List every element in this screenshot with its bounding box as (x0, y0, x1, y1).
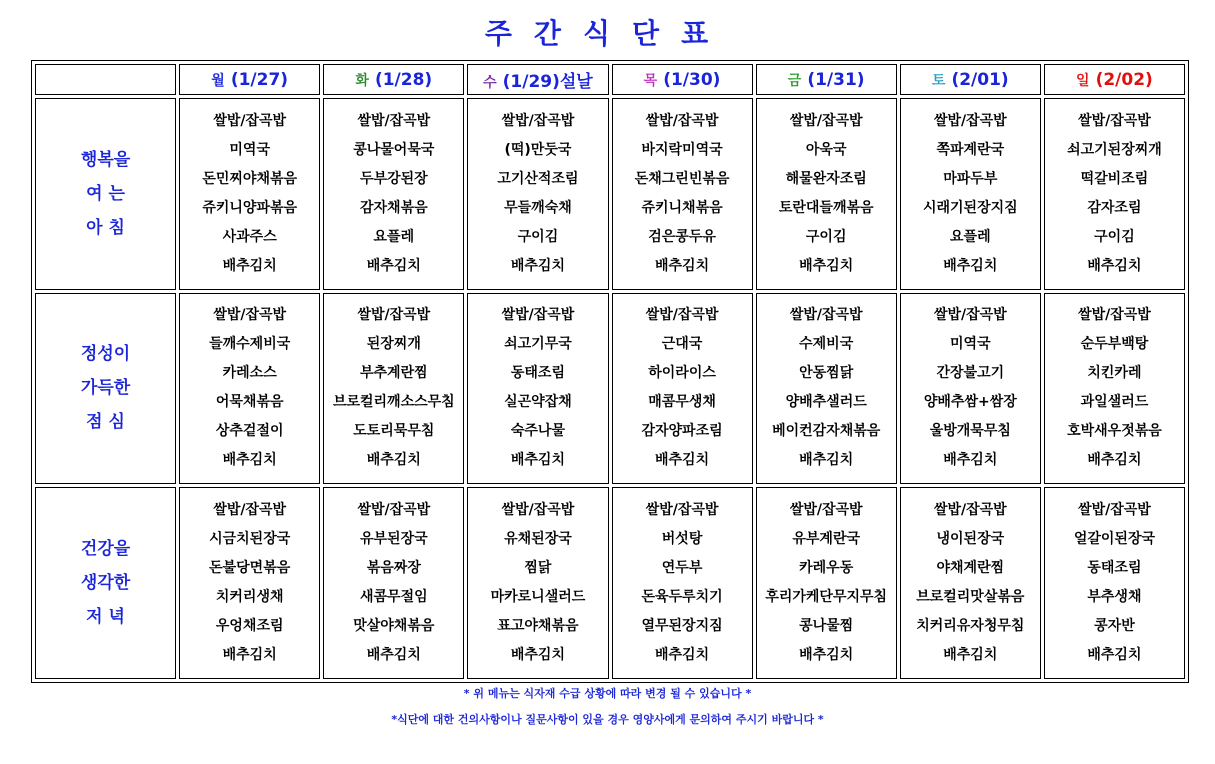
header-row (35, 64, 1185, 95)
menu-item: 미역국 (950, 336, 991, 353)
menu-item: 찜닭 (524, 560, 552, 577)
menu-item: 무들깨숙채 (504, 199, 572, 216)
menu-item: 쌀밥/잡곡밥 (357, 307, 431, 324)
menu-item: 감자채볶음 (360, 199, 428, 216)
menu-item: 배추김치 (366, 647, 421, 664)
meal-cell (756, 293, 897, 485)
menu-item: 요플레 (373, 228, 415, 245)
menu-item: 배추김치 (943, 452, 998, 469)
meal-cell (900, 98, 1041, 290)
meal-label (35, 293, 176, 485)
menu-item: 양배추샐러드 (785, 394, 867, 411)
menu-item: 도토리묵무침 (353, 423, 435, 440)
menu-item: 간장불고기 (936, 365, 1005, 382)
meal-cell (612, 293, 753, 485)
menu-item: 쌀밥/잡곡밥 (213, 502, 287, 519)
menu-item: 돈민찌야채볶음 (202, 170, 298, 187)
day-symbol: 월 (211, 72, 225, 89)
menu-item: 시래기된장지짐 (922, 199, 1018, 216)
menu-item: 배추김치 (222, 257, 277, 274)
menu-item: 근대국 (661, 336, 703, 353)
menu-item: 울방개묵무침 (929, 423, 1011, 440)
meal-cell (612, 98, 753, 290)
meal-label-line: 가득한 (80, 378, 131, 399)
menu-item: 배추김치 (510, 452, 565, 469)
day-symbol: 수 (483, 75, 497, 91)
meal-row (35, 98, 1185, 290)
menu-item: 쪽파계란국 (936, 141, 1005, 158)
menu-item: 쇠고기무국 (504, 336, 572, 353)
day-symbol: 일 (1076, 72, 1090, 89)
menu-item: 쌀밥/잡곡밥 (645, 112, 719, 129)
meal-cell (756, 98, 897, 290)
menu-item: 감자양파조림 (641, 423, 723, 440)
meal-cell (612, 487, 753, 679)
menu-item: 구이김 (1094, 228, 1135, 245)
menu-item: 치커리유자청무침 (916, 618, 1025, 635)
page-title: 주간식단표 (484, 17, 731, 50)
menu-item: 브로컬리깨소스무침 (332, 394, 455, 411)
meal-cell (1044, 98, 1185, 290)
menu-item: 치커리생채 (215, 589, 284, 606)
meal-cell (900, 487, 1041, 679)
menu-item: 사과주스 (222, 228, 277, 245)
day-symbol: 목 (643, 72, 658, 89)
menu-item: 돈채그린빈볶음 (634, 170, 730, 187)
menu-item: 들깨수제비국 (209, 336, 291, 353)
meal-cell (323, 487, 464, 679)
menu-item: 치킨카레 (1087, 365, 1142, 382)
menu-item: 콩나물어묵국 (353, 141, 435, 158)
menu-item: 배추김치 (222, 647, 277, 664)
menu-item: 맛살야채볶음 (353, 618, 435, 635)
menu-item: 유부계란국 (792, 531, 860, 548)
menu-item: 호박새우젓볶음 (1067, 423, 1162, 440)
meal-cell (323, 98, 464, 290)
menu-item: 숙주나물 (510, 423, 565, 440)
meal-cell (467, 487, 608, 679)
menu-item: 마카로니샐러드 (490, 589, 586, 606)
menu-item: 양배추쌈+쌈장 (923, 394, 1017, 411)
menu-item: 동태조림 (1087, 560, 1142, 577)
notice-line: *식단에 대한 건의사항이나 질문사항이 있을 경우 영양사에게 문의하여 주시기 바랍니다 * (391, 713, 824, 726)
menu-item: 배추김치 (1087, 257, 1142, 274)
menu-item: 쇠고기된장찌개 (1067, 141, 1162, 158)
menu-item: 바지락미역국 (641, 141, 723, 158)
menu-item: 어묵채볶음 (215, 394, 284, 411)
menu-item: 배추김치 (655, 647, 710, 664)
meal-cell (467, 98, 608, 290)
menu-item: 냉이된장국 (936, 531, 1005, 548)
menu-item: 두부강된장 (360, 170, 428, 187)
menu-item: 얼갈이된장국 (1073, 531, 1156, 548)
meal-label-line: 점 심 (86, 412, 125, 433)
day-header (612, 64, 753, 95)
day-date: (1/29)설날 (502, 72, 593, 92)
meal-cell (467, 293, 608, 485)
menu-item: 유채된장국 (504, 531, 572, 548)
meal-cell (756, 487, 897, 679)
menu-item: 배추김치 (510, 257, 565, 274)
menu-item: 카레우동 (799, 560, 854, 577)
menu-item: 돈육두루치기 (641, 589, 723, 606)
menu-item: 순두부백탕 (1080, 336, 1149, 353)
menu-item: 감자조림 (1087, 199, 1142, 216)
menu-item: 쌀밥/잡곡밥 (1078, 112, 1151, 129)
meal-label-line: 건강을 (80, 539, 131, 560)
menu-item: 수제비국 (799, 336, 854, 353)
meal-label (35, 98, 176, 290)
menu-item: 배추김치 (799, 452, 854, 469)
menu-item: 쌀밥/잡곡밥 (501, 112, 575, 129)
menu-item: 브로컬리맛살볶음 (916, 589, 1025, 606)
menu-item: 쌀밥/잡곡밥 (933, 307, 1007, 324)
menu-item: 배추김치 (222, 452, 277, 469)
menu-item: 아욱국 (805, 141, 847, 158)
menu-item: 쌀밥/잡곡밥 (213, 112, 287, 129)
menu-item: 배추김치 (799, 257, 854, 274)
menu-item: 연두부 (661, 560, 703, 577)
menu-item: 버섯탕 (661, 531, 703, 548)
menu-item: 된장찌개 (366, 336, 421, 353)
menu-item: 쌀밥/잡곡밥 (357, 112, 431, 129)
menu-item: 실곤약잡채 (504, 394, 572, 411)
day-header (179, 64, 320, 95)
meal-label-line: 저 녁 (86, 607, 125, 628)
menu-item: 고기산적조림 (497, 170, 579, 187)
menu-item: 볶음짜장 (366, 560, 421, 577)
menu-item: 쥬키니양파볶음 (202, 199, 298, 216)
menu-item: 미역국 (229, 141, 270, 158)
menu-item: 쌀밥/잡곡밥 (1078, 307, 1151, 324)
menu-item: 열무된장지짐 (641, 618, 723, 635)
menu-item: 쌀밥/잡곡밥 (645, 502, 719, 519)
meal-label-line: 아 침 (86, 217, 125, 238)
day-symbol: 화 (355, 72, 369, 89)
day-date: (1/28) (374, 69, 433, 90)
meal-label-line: 정성이 (80, 344, 131, 365)
menu-item: 배추김치 (943, 647, 998, 664)
meal-row (35, 487, 1185, 679)
day-date: (1/31) (807, 69, 865, 90)
weekly-menu-table (31, 60, 1189, 683)
menu-item: 떡갈비조림 (1080, 170, 1149, 187)
menu-item: 매콤무생채 (648, 394, 716, 411)
meal-cell (1044, 487, 1185, 679)
notice-line: * 위 메뉴는 식자재 수급 상황에 따라 변경 될 수 있습니다 * (463, 687, 752, 700)
menu-item: 요플레 (950, 228, 991, 245)
menu-item: 쌀밥/잡곡밥 (1078, 502, 1151, 519)
menu-item: 새콤무절임 (360, 589, 428, 606)
menu-item: 부추생채 (1087, 589, 1142, 606)
menu-item: 쌀밥/잡곡밥 (933, 112, 1007, 129)
menu-item: 토란대들깨볶음 (778, 199, 874, 216)
menu-item: 쥬키니채볶음 (641, 199, 723, 216)
menu-item: 배추김치 (655, 452, 710, 469)
menu-item: 과일샐러드 (1080, 394, 1149, 411)
menu-item: 쌀밥/잡곡밥 (789, 502, 863, 519)
menu-item: (떡)만둣국 (504, 141, 572, 158)
menu-item: 콩나물찜 (799, 618, 854, 635)
menu-item: 배추김치 (943, 257, 998, 274)
meal-label-line: 여 는 (86, 183, 125, 204)
menu-item: 동태조림 (510, 365, 565, 382)
menu-item: 쌀밥/잡곡밥 (789, 307, 863, 324)
menu-item: 배추김치 (1087, 452, 1142, 469)
meal-cell (179, 293, 320, 485)
menu-item: 쌀밥/잡곡밥 (501, 307, 575, 324)
meal-cell (323, 293, 464, 485)
meal-label (35, 487, 176, 679)
menu-item: 콩자반 (1094, 618, 1135, 635)
menu-item: 베이컨감자채볶음 (772, 423, 881, 440)
menu-item: 구이김 (517, 228, 559, 245)
menu-item: 우엉채조림 (215, 618, 284, 635)
day-header (756, 64, 897, 95)
menu-item: 배추김치 (510, 647, 565, 664)
meal-row (35, 293, 1185, 485)
day-date: (1/30) (663, 69, 721, 90)
day-symbol: 토 (931, 72, 946, 89)
menu-item: 쌀밥/잡곡밥 (645, 307, 719, 324)
day-symbol: 금 (787, 72, 802, 89)
meal-label-line: 생각한 (80, 573, 131, 594)
menu-item: 상추겉절이 (215, 423, 284, 440)
meal-cell (900, 293, 1041, 485)
menu-item: 부추계란찜 (360, 365, 428, 382)
menu-item: 구이김 (805, 228, 847, 245)
menu-item: 쌀밥/잡곡밥 (933, 502, 1007, 519)
day-date: (2/02) (1095, 69, 1153, 90)
menu-item: 유부된장국 (360, 531, 428, 548)
menu-item: 하이라이스 (648, 365, 716, 382)
day-header (900, 64, 1041, 95)
menu-item: 배추김치 (1087, 647, 1142, 664)
meal-cell (179, 98, 320, 290)
day-header (467, 64, 608, 95)
meal-cell (179, 487, 320, 679)
menu-item: 쌀밥/잡곡밥 (501, 502, 575, 519)
day-date: (1/27) (230, 69, 289, 90)
menu-item: 쌀밥/잡곡밥 (213, 307, 287, 324)
menu-item: 쌀밥/잡곡밥 (357, 502, 431, 519)
menu-item: 표고야채볶음 (497, 618, 579, 635)
menu-item: 배추김치 (799, 647, 854, 664)
menu-item: 검은콩두유 (648, 228, 716, 245)
menu-item: 배추김치 (366, 257, 421, 274)
menu-item: 안동찜닭 (799, 365, 854, 382)
corner-cell (35, 64, 176, 95)
day-date: (2/01) (951, 69, 1009, 90)
menu-item: 후리가케단무지무침 (765, 589, 888, 606)
menu-item: 야채계란찜 (936, 560, 1005, 577)
menu-item: 카레소스 (222, 365, 277, 382)
menu-item: 해물완자조림 (785, 170, 867, 187)
day-header (1044, 64, 1185, 95)
menu-item: 돈불당면볶음 (209, 560, 291, 577)
menu-item: 마파두부 (943, 170, 998, 187)
day-header (323, 64, 464, 95)
meal-cell (1044, 293, 1185, 485)
menu-item: 배추김치 (655, 257, 710, 274)
menu-item: 쌀밥/잡곡밥 (789, 112, 863, 129)
meal-label-line: 행복을 (80, 149, 131, 170)
menu-item: 시금치된장국 (209, 531, 291, 548)
menu-item: 배추김치 (366, 452, 421, 469)
